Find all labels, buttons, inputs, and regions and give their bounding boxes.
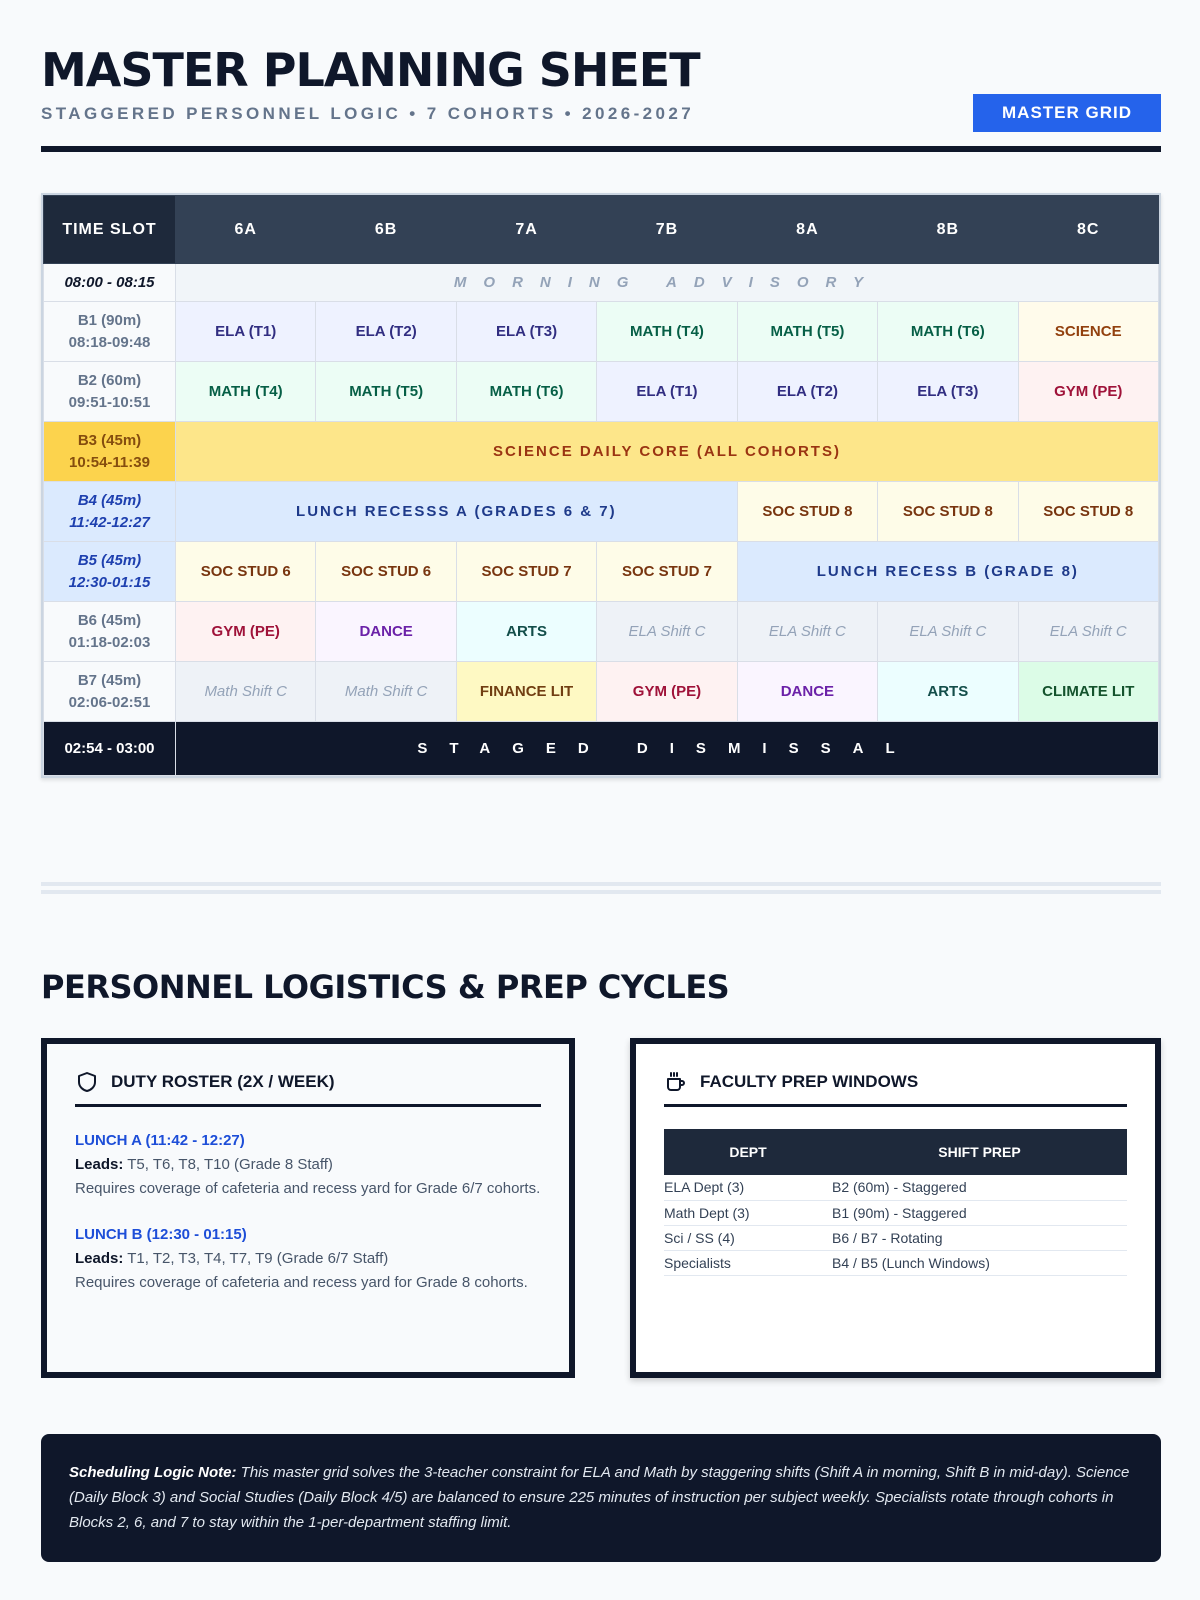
class-cell: GYM (PE)	[1018, 362, 1158, 422]
class-cell: ELA Shift C	[878, 602, 1018, 662]
table-row	[664, 1200, 1127, 1225]
lunch-a-duty	[75, 1129, 541, 1201]
leads-label: Leads:	[75, 1156, 124, 1173]
shield-icon	[75, 1070, 99, 1094]
prep-col-shift: SHIFT PREP	[832, 1129, 1127, 1175]
class-cell: FINANCE LIT	[456, 662, 596, 722]
class-cell: GYM (PE)	[176, 602, 316, 662]
time-slot-b5	[44, 542, 176, 602]
duty-roster-card	[41, 1038, 575, 1378]
coffee-cup-icon	[664, 1070, 688, 1094]
row-b7	[44, 662, 1159, 722]
master-grid-badge: MASTER GRID	[973, 94, 1161, 132]
master-grid	[41, 193, 1161, 778]
faculty-prep-title: FACULTY PREP WINDOWS	[700, 1072, 919, 1091]
class-cell: SOC STUD 6	[176, 542, 316, 602]
row-b6	[44, 602, 1159, 662]
class-cell: SOC STUD 8	[737, 482, 877, 542]
lunch-b-description: Requires coverage of cafeteria and recess yard for Grade 8 cohorts.	[75, 1274, 528, 1291]
prep-table	[664, 1129, 1127, 1276]
prep-dept: Math Dept (3)	[664, 1200, 832, 1225]
grid-header-row	[44, 196, 1159, 264]
prep-header-row	[664, 1129, 1127, 1175]
science-core-cell: SCIENCE DAILY CORE (ALL COHORTS)	[176, 422, 1159, 482]
leads-value: T5, T6, T8, T10 (Grade 8 Staff)	[127, 1156, 333, 1173]
class-cell: ELA Shift C	[597, 602, 737, 662]
note-text: This master grid solves the 3-teacher constraint for ELA and Math by staggering shifts (Shift A in morning, Shift B in mid-day). Science (Daily Block 3) and Social Studies (Daily Block 4/5) are balanced to ensure 225 minutes of instruction per subject weekly. Specialists rotate through cohorts in Blocks 2, 6, and 7 to stay within the 1-per-department staffing limit.	[69, 1464, 1130, 1531]
duty-roster-title: DUTY ROSTER (2X / WEEK)	[111, 1072, 335, 1091]
time-slot-dismissal: 02:54 - 03:00	[44, 722, 176, 776]
prep-shift: B1 (90m) - Staggered	[832, 1200, 1127, 1225]
time-slot-b7	[44, 662, 176, 722]
note-label: Scheduling Logic Note:	[69, 1464, 237, 1481]
block-label: B2 (60m)	[77, 371, 142, 389]
duty-roster-header	[75, 1070, 541, 1107]
prep-shift: B2 (60m) - Staggered	[832, 1175, 1127, 1200]
class-cell: ELA (T2)	[737, 362, 877, 422]
lunch-a-title: LUNCH A (11:42 - 12:27)	[75, 1132, 245, 1149]
block-time: 12:30-01:15	[68, 573, 151, 591]
class-cell: Math Shift C	[176, 662, 316, 722]
class-cell: ARTS	[878, 662, 1018, 722]
col-header-7a: 7A	[456, 196, 596, 264]
morning-advisory-cell: MORNING ADVISORY	[176, 264, 1159, 302]
class-cell: MATH (T6)	[878, 302, 1018, 362]
block-time: 02:06-02:51	[68, 693, 151, 711]
page-title: MASTER PLANNING SHEET	[41, 43, 700, 97]
table-row	[664, 1225, 1127, 1250]
time-slot-b3	[44, 422, 176, 482]
block-time: 09:51-10:51	[68, 393, 151, 411]
table-row	[664, 1175, 1127, 1200]
time-slot-b2	[44, 362, 176, 422]
section-divider	[41, 882, 1161, 894]
block-label: B5 (45m)	[77, 551, 142, 569]
faculty-prep-header	[664, 1070, 1127, 1107]
block-label: B3 (45m)	[77, 431, 142, 449]
col-header-7b: 7B	[597, 196, 737, 264]
class-cell: SOC STUD 8	[878, 482, 1018, 542]
block-label: B6 (45m)	[77, 611, 142, 629]
time-slot-b1	[44, 302, 176, 362]
block-label: B1 (90m)	[77, 311, 142, 329]
row-b3	[44, 422, 1159, 482]
block-time: 11:42-12:27	[69, 513, 150, 531]
class-cell: MATH (T4)	[176, 362, 316, 422]
class-cell: CLIMATE LIT	[1018, 662, 1158, 722]
row-b2	[44, 362, 1159, 422]
class-cell: DANCE	[316, 602, 456, 662]
header-rule	[41, 146, 1161, 152]
lunch-recess-b-cell: LUNCH RECESS B (GRADE 8)	[737, 542, 1158, 602]
row-dismissal	[44, 722, 1159, 776]
class-cell: DANCE	[737, 662, 877, 722]
class-cell: SOC STUD 8	[1018, 482, 1158, 542]
staged-dismissal-cell: STAGED DISMISSAL	[176, 722, 1159, 776]
prep-shift: B6 / B7 - Rotating	[832, 1225, 1127, 1250]
block-label: B7 (45m)	[77, 671, 142, 689]
col-header-8c: 8C	[1018, 196, 1158, 264]
class-cell: SOC STUD 6	[316, 542, 456, 602]
lunch-a-leads	[75, 1153, 541, 1177]
prep-dept: Sci / SS (4)	[664, 1225, 832, 1250]
section-title: PERSONNEL LOGISTICS & PREP CYCLES	[41, 968, 730, 1006]
leads-value: T1, T2, T3, T4, T7, T9 (Grade 6/7 Staff)	[127, 1250, 389, 1267]
prep-col-dept: DEPT	[664, 1129, 832, 1175]
block-time: 01:18-02:03	[68, 633, 151, 651]
time-slot-b6	[44, 602, 176, 662]
faculty-prep-card	[630, 1038, 1161, 1378]
block-time: 10:54-11:39	[69, 453, 150, 471]
page-header	[41, 42, 1161, 124]
row-advisory	[44, 264, 1159, 302]
row-b1	[44, 302, 1159, 362]
time-slot-advisory: 08:00 - 08:15	[44, 264, 176, 302]
class-cell: SOC STUD 7	[456, 542, 596, 602]
class-cell: ARTS	[456, 602, 596, 662]
schedule-table	[43, 195, 1159, 776]
class-cell: MATH (T5)	[737, 302, 877, 362]
lunch-b-leads	[75, 1247, 541, 1271]
leads-label: Leads:	[75, 1250, 124, 1267]
prep-shift: B4 / B5 (Lunch Windows)	[832, 1250, 1127, 1275]
class-cell: SOC STUD 7	[597, 542, 737, 602]
lunch-b-duty	[75, 1223, 541, 1295]
class-cell: MATH (T6)	[456, 362, 596, 422]
time-slot-b4	[44, 482, 176, 542]
row-b5	[44, 542, 1159, 602]
block-time: 08:18-09:48	[68, 333, 151, 351]
col-header-time-slot: TIME SLOT	[44, 196, 176, 264]
col-header-6b: 6B	[316, 196, 456, 264]
lunch-a-description: Requires coverage of cafeteria and recess yard for Grade 6/7 cohorts.	[75, 1180, 541, 1197]
class-cell: ELA (T2)	[316, 302, 456, 362]
class-cell: Math Shift C	[316, 662, 456, 722]
row-b4	[44, 482, 1159, 542]
class-cell: MATH (T4)	[597, 302, 737, 362]
class-cell: MATH (T5)	[316, 362, 456, 422]
class-cell: ELA (T3)	[456, 302, 596, 362]
col-header-8a: 8A	[737, 196, 877, 264]
class-cell: ELA (T3)	[878, 362, 1018, 422]
lunch-b-title: LUNCH B (12:30 - 01:15)	[75, 1226, 247, 1243]
class-cell: ELA (T1)	[597, 362, 737, 422]
class-cell: SCIENCE	[1018, 302, 1158, 362]
class-cell: GYM (PE)	[597, 662, 737, 722]
prep-dept: ELA Dept (3)	[664, 1175, 832, 1200]
page-subtitle: STAGGERED PERSONNEL LOGIC • 7 COHORTS • 2026-2027	[41, 104, 695, 123]
col-header-6a: 6A	[176, 196, 316, 264]
class-cell: ELA Shift C	[737, 602, 877, 662]
col-header-8b: 8B	[878, 196, 1018, 264]
class-cell: ELA Shift C	[1018, 602, 1158, 662]
prep-dept: Specialists	[664, 1250, 832, 1275]
lunch-recess-a-cell: LUNCH RECESSS A (GRADES 6 & 7)	[176, 482, 738, 542]
table-row	[664, 1250, 1127, 1275]
block-label: B4 (45m)	[77, 491, 142, 509]
scheduling-logic-note	[41, 1434, 1161, 1562]
class-cell: ELA (T1)	[176, 302, 316, 362]
